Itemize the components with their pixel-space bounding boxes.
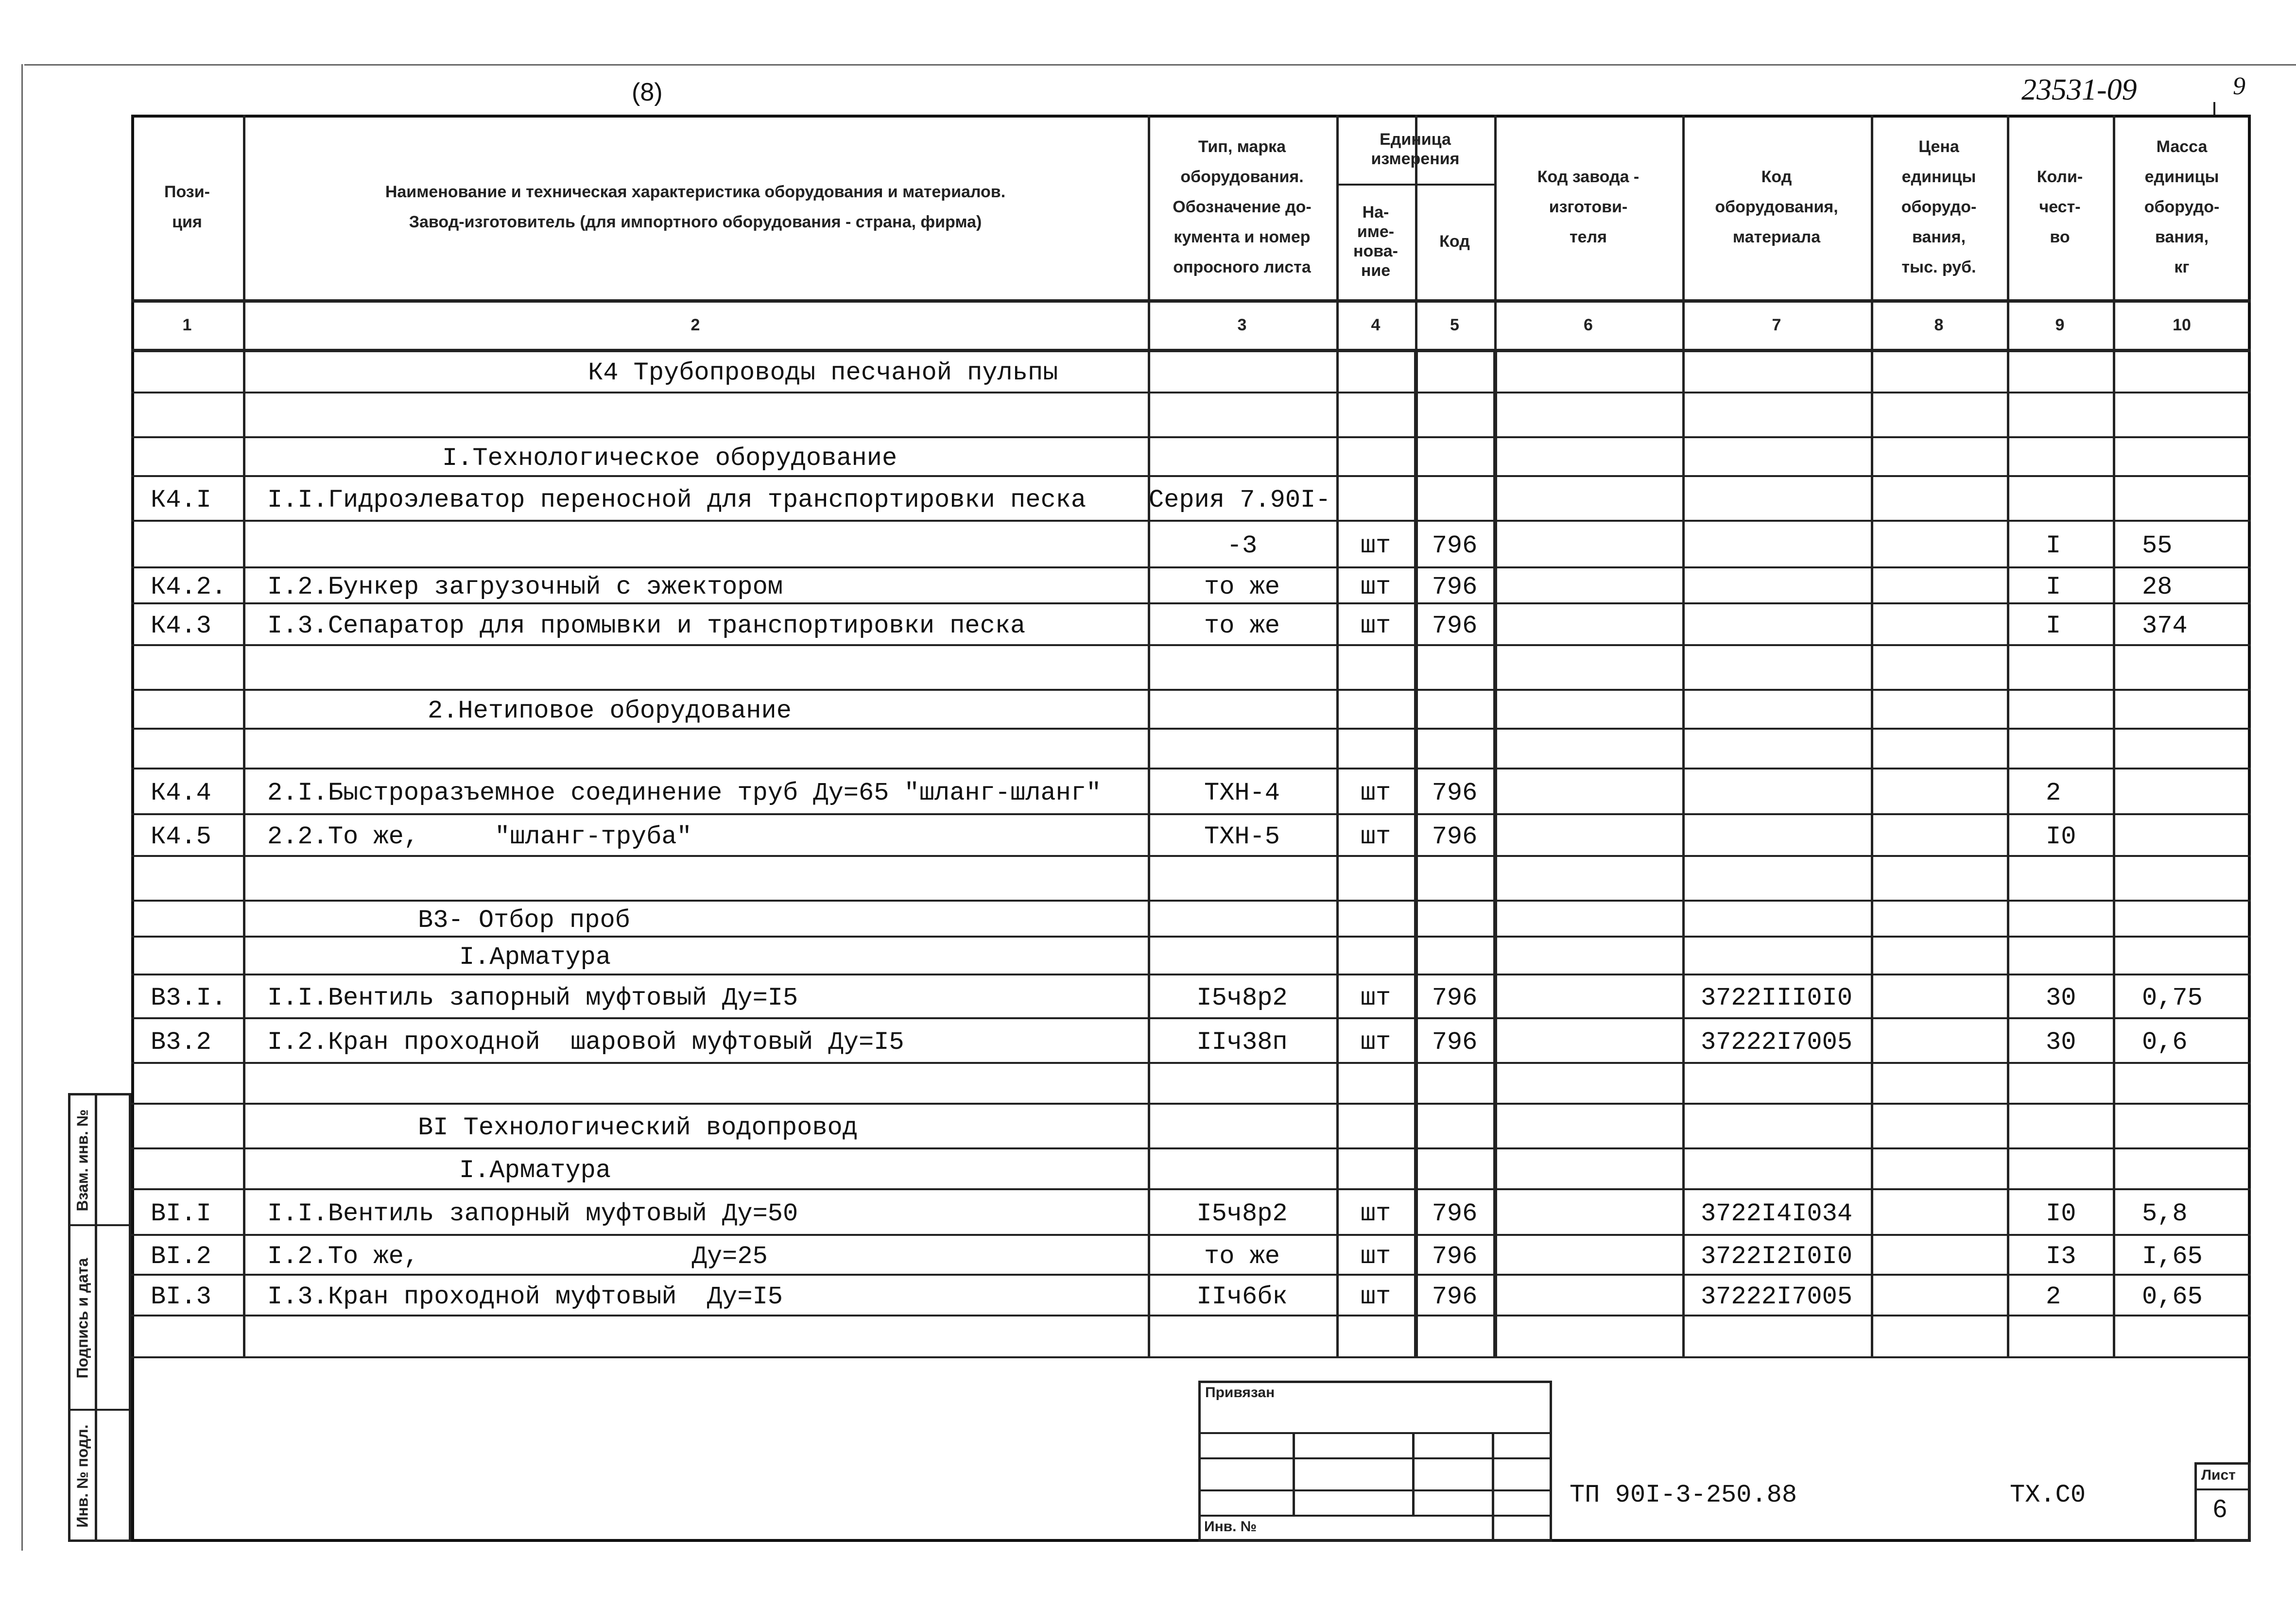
numbers-bottom-line <box>131 349 2251 352</box>
cell-qty: 2 <box>2046 779 2061 807</box>
row-divider <box>131 602 2251 604</box>
cell-code: 3722III0I0 <box>1700 984 1853 1012</box>
header-bottom-line <box>131 299 2251 303</box>
cell-name: I.I.Вентиль запорный муфтовый Ду=I5 <box>267 984 798 1012</box>
cell-type: I5ч8р2 <box>1196 984 1288 1012</box>
row-divider <box>131 436 2251 438</box>
cell-name: 2.Нетиповое оборудование <box>428 697 792 725</box>
cell-unit: шт <box>1360 531 1391 560</box>
cell-name: 2.2.То же, "шланг-труба" <box>267 822 692 851</box>
header-name <box>243 115 1148 299</box>
header-text: Код завода - изготови- теля <box>1537 168 1640 246</box>
cell-pos: BI.I <box>151 1199 211 1228</box>
cell-name: I.Технологическое оборудование <box>442 444 898 473</box>
header-qty <box>2007 115 2113 299</box>
row-divider <box>131 644 2251 646</box>
cell-unit: шт <box>1360 573 1391 601</box>
row-divider <box>131 1234 2251 1236</box>
cell-name: I.I.Гидроэлеватор переносной для транспортировки песка <box>267 486 1087 514</box>
cell-qty: 30 <box>2046 984 2076 1012</box>
header-unit-code <box>1415 184 1494 299</box>
header-unit-name <box>1336 184 1415 299</box>
cell-unit: шт <box>1360 1282 1391 1311</box>
header-unit <box>1336 115 1494 184</box>
cell-unit: шт <box>1360 1242 1391 1271</box>
cell-name: В3- Отбор проб <box>418 906 630 935</box>
cell-code-u: 796 <box>1432 1199 1478 1228</box>
page-corner: 9 <box>2233 72 2245 100</box>
row-divider <box>131 1188 2251 1190</box>
side-label-signature-date: Подпись и дата <box>73 1258 91 1379</box>
header-text: На- име- нова- ние <box>1353 203 1398 280</box>
stamp-line <box>1198 1432 1552 1434</box>
column-number: 8 <box>1934 316 1944 334</box>
cell-mass: I,65 <box>2142 1242 2203 1271</box>
cell-qty: I <box>2046 612 2061 640</box>
stamp-line <box>1198 1457 1552 1459</box>
outer-left-line <box>21 64 23 1551</box>
stamp-sheet-code: ТХ.С0 <box>2010 1481 2086 1509</box>
header-text: Пози- ция <box>164 183 210 231</box>
cell-qty: 30 <box>2046 1028 2076 1057</box>
stamp-bound-label: Привязан <box>1205 1385 1275 1401</box>
stamp-line <box>2194 1488 2251 1490</box>
row-divider <box>131 566 2251 568</box>
header-mass <box>2113 115 2251 299</box>
column-number: 2 <box>691 316 700 334</box>
cell-type: I5ч8р2 <box>1196 1199 1288 1228</box>
cell-name: I.2.То же, Ду=25 <box>267 1242 768 1271</box>
row-divider <box>131 728 2251 730</box>
cell-code: 37222I7005 <box>1700 1282 1853 1311</box>
side-label-replace-inv: Взам. инв. № <box>73 1109 91 1212</box>
cell-qty: I0 <box>2046 822 2076 851</box>
stamp-line <box>1198 1515 1552 1517</box>
row-divider <box>131 1356 2251 1358</box>
doc-number: 23531-09 <box>2021 73 2137 106</box>
column-number: 6 <box>1584 316 1593 334</box>
header-text: Масса единицы оборудо- вания, кг <box>2144 137 2220 276</box>
header-text: Коли- чест- во <box>2037 168 2083 246</box>
cell-code: 37222I7005 <box>1700 1028 1853 1057</box>
cell-pos: К4.2. <box>151 573 227 601</box>
cell-name: 2.I.Быстроразъемное соединение труб Ду=65 "шланг-шланг" <box>267 779 1102 807</box>
stamp-bound-box <box>1198 1381 1552 1542</box>
stamp-line <box>1492 1432 1494 1542</box>
cell-type: Серия 7.90I- <box>1149 486 1331 514</box>
cell-mass: 0,6 <box>2142 1028 2188 1057</box>
cell-pos: К4.3 <box>151 612 211 640</box>
cell-unit: шт <box>1360 1199 1391 1228</box>
cell-code: 3722I2I0I0 <box>1700 1242 1853 1271</box>
header-text: Наименование и техническая характеристика оборудования и материалов. Завод-изготовитель (для импортного оборудования - страна, фирма) <box>385 183 1006 231</box>
cell-code-u: 796 <box>1432 779 1478 807</box>
header-text: Код <box>1439 232 1470 251</box>
cell-mass: 55 <box>2142 531 2173 560</box>
cell-code-u: 796 <box>1432 1028 1478 1057</box>
cell-type: то же <box>1204 573 1280 601</box>
outer-top-line <box>24 64 2296 66</box>
header-text: Код оборудования, материала <box>1715 168 1838 246</box>
stamp-sheet-number: 6 <box>2213 1495 2227 1523</box>
stamp-line <box>1412 1432 1415 1515</box>
cell-code-u: 796 <box>1432 573 1478 601</box>
cell-name: I.3.Сепаратор для промывки и транспортировки песка <box>267 612 1026 640</box>
row-divider <box>131 520 2251 522</box>
column-number: 1 <box>182 316 192 334</box>
row-divider <box>131 936 2251 938</box>
cell-type: ТХН-4 <box>1204 779 1280 807</box>
cell-name: I.I.Вентиль запорный муфтовый Ду=50 <box>267 1199 798 1228</box>
cell-pos: К4.I <box>151 486 211 514</box>
header-pos <box>131 115 243 299</box>
cell-type: IIч38п <box>1196 1028 1288 1057</box>
row-divider <box>131 974 2251 975</box>
cell-mass: 5,8 <box>2142 1199 2188 1228</box>
column-number: 7 <box>1772 316 1781 334</box>
row-divider <box>131 1103 2251 1105</box>
header-text: Тип, марка оборудования. Обозначение до- кумента и номер опросного листа <box>1173 137 1312 276</box>
cell-code-u: 796 <box>1432 612 1478 640</box>
row-divider <box>131 392 2251 393</box>
row-divider <box>131 1274 2251 1276</box>
row-divider <box>131 689 2251 691</box>
row-divider <box>131 855 2251 857</box>
cell-code-u: 796 <box>1432 984 1478 1012</box>
cell-name: BI Технологический водопровод <box>418 1113 858 1142</box>
cell-mass: 374 <box>2142 612 2188 640</box>
stamp-line <box>1198 1489 1552 1491</box>
cell-qty: I3 <box>2046 1242 2076 1271</box>
side-divider <box>95 1093 97 1542</box>
stamp-doc-code: ТП 90I-3-250.88 <box>1570 1481 1797 1509</box>
cell-mass: 0,75 <box>2142 984 2203 1012</box>
cell-pos: К4.4 <box>151 779 211 807</box>
cell-code: 3722I4I034 <box>1700 1199 1853 1228</box>
column-number: 3 <box>1237 316 1247 334</box>
cell-name: I.2.Кран проходной шаровой муфтовый Ду=I5 <box>267 1028 904 1057</box>
cell-pos: К4.5 <box>151 822 211 851</box>
cell-name: I.2.Бункер загрузочный с эжектором <box>267 573 783 601</box>
cell-pos: BI.2 <box>151 1242 211 1271</box>
cell-unit: шт <box>1360 612 1391 640</box>
cell-name: К4 Трубопроводы песчаной пульпы <box>588 359 1058 387</box>
cell-code-u: 796 <box>1432 822 1478 851</box>
row-divider <box>131 900 2251 902</box>
header-factory <box>1494 115 1682 299</box>
row-divider <box>131 1017 2251 1019</box>
cell-mass: 0,65 <box>2142 1282 2203 1311</box>
cell-unit: шт <box>1360 1028 1391 1057</box>
page-mark: (8) <box>632 78 663 106</box>
header-type <box>1148 115 1336 299</box>
header-code <box>1682 115 1871 299</box>
header-text: Цена единицы оборудо- вания, тыс. руб. <box>1901 137 1977 276</box>
cell-unit: шт <box>1360 822 1391 851</box>
cell-qty: 2 <box>2046 1282 2061 1311</box>
column-number: 9 <box>2055 316 2065 334</box>
cell-qty: I0 <box>2046 1199 2076 1228</box>
cell-type: ТХН-5 <box>1204 822 1280 851</box>
cell-qty: I <box>2046 573 2061 601</box>
cell-name: I.Арматура <box>459 1156 611 1185</box>
cell-type: то же <box>1204 612 1280 640</box>
row-divider <box>131 768 2251 769</box>
row-divider <box>131 1147 2251 1149</box>
cell-pos: В3.2 <box>151 1028 211 1057</box>
cell-type: -3 <box>1226 531 1258 560</box>
column-number: 5 <box>1450 316 1459 334</box>
header-price <box>1871 115 2007 299</box>
row-divider <box>131 1315 2251 1316</box>
cell-name: I.3.Кран проходной муфтовый Ду=I5 <box>267 1282 783 1311</box>
header-text: Единица измерения <box>1371 130 1460 168</box>
side-label-inv-original: Инв. № подл. <box>73 1424 91 1528</box>
cell-type: то же <box>1204 1242 1280 1271</box>
stamp-line <box>1293 1432 1295 1515</box>
cell-pos: В3.I. <box>151 984 227 1012</box>
row-divider <box>131 475 2251 477</box>
cell-code-u: 796 <box>1432 531 1478 560</box>
cell-pos: BI.3 <box>151 1282 211 1311</box>
side-divider <box>68 1224 131 1226</box>
cell-code-u: 796 <box>1432 1282 1478 1311</box>
column-number: 10 <box>2173 316 2191 334</box>
cell-mass: 28 <box>2142 573 2173 601</box>
cell-unit: шт <box>1360 779 1391 807</box>
cell-unit: шт <box>1360 984 1391 1012</box>
column-number: 4 <box>1371 316 1381 334</box>
cell-name: I.Арматура <box>459 943 611 972</box>
stamp-sheet-label: Лист <box>2201 1467 2236 1483</box>
stamp-inv-label: Инв. № <box>1204 1519 1257 1535</box>
cell-qty: I <box>2046 531 2061 560</box>
cell-type: IIч6бк <box>1196 1282 1288 1311</box>
cell-code-u: 796 <box>1432 1242 1478 1271</box>
row-divider <box>131 813 2251 815</box>
row-divider <box>131 1062 2251 1064</box>
